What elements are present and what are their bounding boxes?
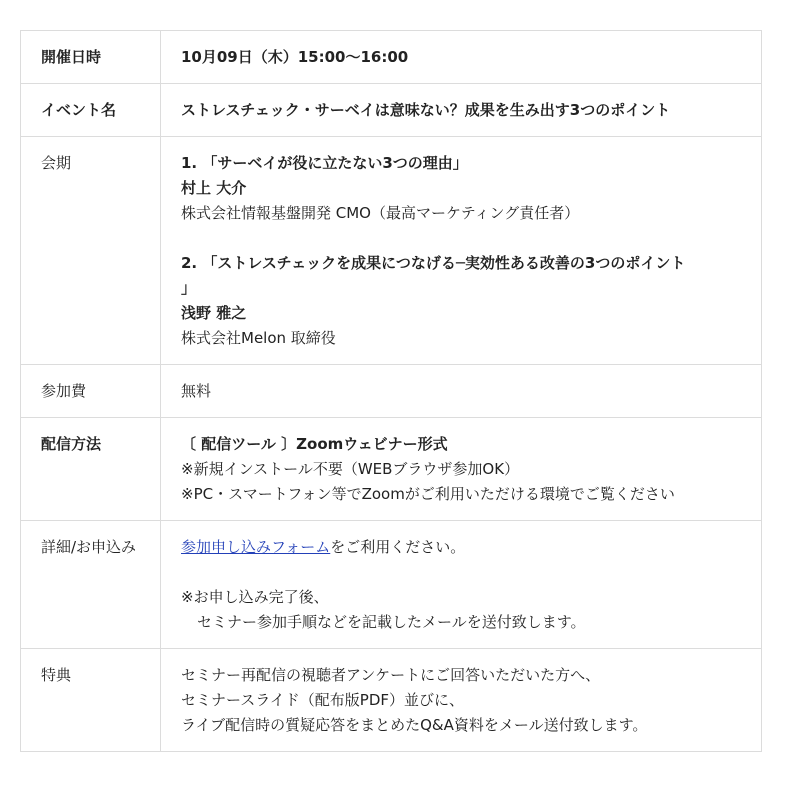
session2-title-line1: 2. 「ストレスチェックを成果につなげる─実効性ある改善の3つのポイント bbox=[181, 254, 686, 272]
application-form-link[interactable]: 参加申し込みフォーム bbox=[181, 538, 331, 556]
fee-label: 参加費 bbox=[41, 382, 87, 400]
benefit-line3: ライブ配信時の質疑応答をまとめたQ&A資料をメール送付致します。 bbox=[181, 716, 648, 734]
event-label: イベント名 bbox=[41, 101, 117, 119]
delivery-note-install: ※新規インストール不要（WEBブラウザ参加OK） bbox=[181, 460, 520, 478]
value-cell-program bbox=[161, 137, 762, 365]
session1-affiliation: 株式会社情報基盤開発 CMO（最高マーケティング責任者） bbox=[181, 204, 580, 222]
label-cell-delivery bbox=[21, 418, 161, 521]
event-info-table bbox=[20, 30, 762, 752]
spacer bbox=[181, 560, 741, 585]
fee-value: 無料 bbox=[181, 382, 212, 400]
session1-title: 1. 「サーベイが役に立たない3つの理由」 bbox=[181, 154, 468, 172]
session2-speaker: 浅野 雅之 bbox=[181, 304, 247, 322]
session2-affiliation: 株式会社Melon 取締役 bbox=[181, 329, 336, 347]
benefit-label: 特典 bbox=[41, 666, 72, 684]
table-row-date bbox=[21, 31, 762, 84]
label-cell-apply bbox=[21, 521, 161, 649]
label-cell-fee bbox=[21, 365, 161, 418]
delivery-label: 配信方法 bbox=[41, 435, 102, 453]
delivery-note-device: ※PC・スマートフォン等でZoomがご利用いただける環境でご覧ください bbox=[181, 485, 675, 503]
table-row-delivery bbox=[21, 418, 762, 521]
session1-speaker: 村上 大介 bbox=[181, 179, 247, 197]
event-title: ストレスチェック・サーベイは意味ない？成果を生み出す3つのポイント bbox=[181, 101, 671, 119]
label-cell-event bbox=[21, 84, 161, 137]
delivery-tool: 〔 配信ツール 〕Zoomウェビナー形式 bbox=[181, 435, 448, 453]
value-cell-event bbox=[161, 84, 762, 137]
label-cell-program bbox=[21, 137, 161, 365]
value-cell-fee bbox=[161, 365, 762, 418]
label-cell-benefit bbox=[21, 649, 161, 752]
spacer bbox=[181, 226, 741, 251]
benefit-line1: セミナー再配信の視聴者アンケートにご回答いただいた方へ、 bbox=[181, 666, 601, 684]
apply-label: 詳細/お申込み bbox=[41, 538, 137, 556]
session2-title-line2: 」 bbox=[181, 279, 197, 297]
value-cell-delivery bbox=[161, 418, 762, 521]
value-cell-apply bbox=[161, 521, 762, 649]
table-row-fee bbox=[21, 365, 762, 418]
apply-instruction bbox=[181, 535, 741, 560]
label-cell-date bbox=[21, 31, 161, 84]
table-row-event bbox=[21, 84, 762, 137]
apply-note-line2: セミナー参加手順などを記載したメールを送付致します。 bbox=[197, 613, 586, 631]
value-cell-date bbox=[161, 31, 762, 84]
benefit-line2: セミナースライド（配布版PDF）並びに、 bbox=[181, 691, 465, 709]
date-label: 開催日時 bbox=[41, 48, 102, 66]
apply-link-suffix: をご利用ください。 bbox=[330, 538, 466, 556]
date-value: 10月09日（木）15:00〜16:00 bbox=[181, 48, 409, 66]
table-row-program bbox=[21, 137, 762, 365]
table-row-apply bbox=[21, 521, 762, 649]
table-row-benefit bbox=[21, 649, 762, 752]
program-label: 会期 bbox=[41, 154, 72, 172]
apply-note-line1: ※お申し込み完了後、 bbox=[181, 588, 329, 606]
value-cell-benefit bbox=[161, 649, 762, 752]
